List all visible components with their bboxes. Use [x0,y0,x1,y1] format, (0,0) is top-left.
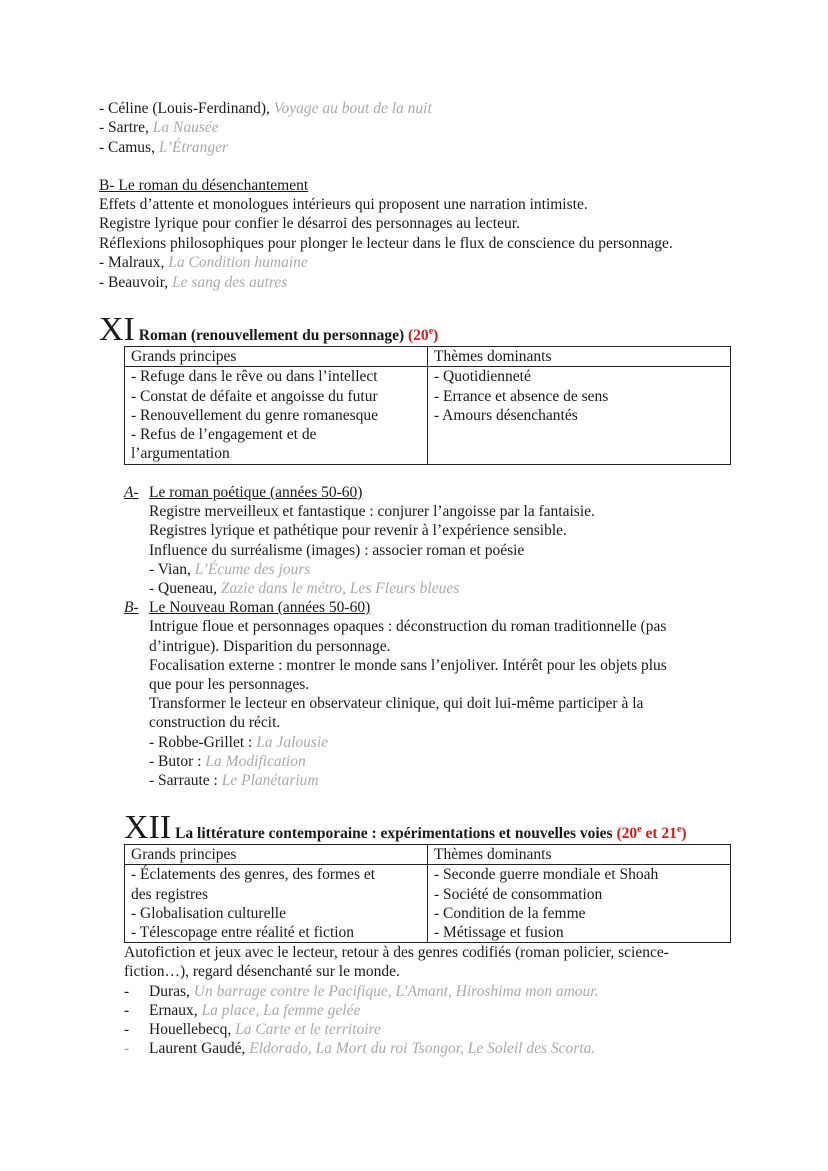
author-line [149,733,328,752]
subsection-heading: Le Nouveau Roman (années 50-60) [149,599,371,616]
section-title: La littérature contemporaine : expérimentations et nouvelles voies [175,825,617,842]
principle-item: - Télescopage entre réalité et fiction [131,924,355,942]
section-xii-table [124,844,731,943]
list-dash: - [124,1021,130,1038]
body-line: Influence du surréalisme (images) : associer roman et poésie [149,542,525,559]
table-header-principles: Grands principes [125,347,428,367]
author-name: - Beauvoir, [99,274,172,291]
author-name: - Malraux, [99,254,169,271]
theme-item: - Société de consommation [434,885,603,903]
body-line: Effets d’attente et monologues intérieurs qui proposent une narration intimiste. [99,196,588,213]
section-title: Roman (renouvellement du personnage) [138,327,409,344]
body-line: que pour les personnages. [149,676,310,693]
themes-cell [428,865,731,943]
body-line: Réflexions philosophiques pour plonger le lecteur dans le flux de conscience du personnage. [99,235,673,252]
section-number: XII [124,809,172,846]
work-title: La Carte et le territoire [235,1021,381,1038]
author-name: Houellebecq, [149,1021,232,1038]
theme-item: - Métissage et fusion [434,924,564,942]
work-title: Eldorado, La Mort du roi Tsongor, Le Soleil des Scorta. [249,1040,596,1057]
theme-item: - Quotidienneté [434,368,531,386]
subsection-heading: Le roman poétique (années 50-60) [149,484,363,501]
section-xii-heading [124,811,687,845]
author-line [99,118,219,137]
author-name: - Queneau, [149,580,221,597]
principle-item: - Renouvellement du genre romanesque [131,406,379,424]
section-xi-table [124,346,731,465]
body-line: Autofiction et jeux avec le lecteur, retour à des genres codifiés (roman policier, science- [124,944,669,961]
section-heading: B- Le roman du désenchantement [99,177,309,194]
author-line [99,138,228,157]
author-line [99,273,287,292]
principle-item: - Globalisation culturelle [131,904,286,922]
author-line [149,560,310,579]
author-name: - Vian, [149,561,195,578]
work-title: La place, La femme gelée [201,1002,361,1019]
body-line: Focalisation externe : montrer le monde sans l’enjoliver. Intérêt pour les objets plus [149,657,667,674]
section-xi-heading [99,313,438,347]
work-title: La Condition humaine [168,254,308,271]
author-name: Laurent Gaudé, [149,1040,246,1057]
theme-item: - Seconde guerre mondiale et Shoah [434,866,659,884]
work-title: Un barrage contre le Pacifique, L'Amant, Hiroshima mon amour. [193,983,599,1000]
subsection-marker: B- [124,599,139,616]
author-name: - Robbe-Grillet : [149,734,257,751]
author-line [149,1001,360,1020]
body-line: fiction…), regard désenchanté sur le monde. [124,963,400,980]
principle-item: - Refus de l’engagement et de [131,426,317,444]
author-line [149,752,306,771]
principle-item: - Constat de défaite et angoisse du futur [131,387,378,405]
principle-item: l’argumentation [131,445,230,463]
work-title: Le Planétarium [221,772,319,789]
work-title: Le sang des autres [171,274,288,291]
body-line: Registre merveilleux et fantastique : conjurer l’angoisse par la fantaisie. [149,503,595,520]
author-name: - Butor : [149,753,206,770]
work-title: L’Écume des jours [194,561,311,578]
table-header-principles: Grands principes [125,845,428,865]
body-line: Registres lyrique et pathétique pour revenir à l’expérience sensible. [149,522,567,539]
theme-item: - Amours désenchantés [434,406,578,424]
author-line [149,982,599,1001]
theme-item: - Condition de la femme [434,904,586,922]
list-dash: - [124,1002,130,1019]
section-number: XI [99,311,135,348]
author-line [99,99,432,118]
work-title: L’Étranger [158,139,229,156]
principle-item: - Refuge dans le rêve ou dans l’intellect [131,368,378,386]
author-name: - Sartre, [99,119,153,136]
body-line: d’intrigue). Disparition du personnage. [149,638,391,655]
author-line [99,253,308,272]
author-line [149,1020,381,1039]
list-dash: - [124,1040,130,1057]
author-name: - Sarraute : [149,772,222,789]
subsection-marker: A- [124,484,139,501]
work-title: La Jalousie [256,734,329,751]
principles-cell [125,367,428,464]
table-header-themes: Thèmes dominants [428,347,731,367]
work-title: Voyage au bout de la nuit [273,100,432,117]
body-line: construction du récit. [149,714,281,731]
author-line [149,579,459,598]
body-line: Intrigue floue et personnages opaques : déconstruction du roman traditionnelle (pas [149,618,667,635]
author-name: Ernaux, [149,1002,198,1019]
century-label: (20e et 21e) [616,823,687,842]
author-line [149,1039,595,1058]
author-line [149,771,319,790]
list-dash: - [124,983,130,1000]
author-name: Duras, [149,983,190,1000]
principles-cell [125,865,428,943]
themes-cell [428,367,731,464]
principle-item: - Éclatements des genres, des formes et [131,866,376,884]
theme-item: - Errance et absence de sens [434,387,609,405]
body-line: Transformer le lecteur en observateur clinique, qui doit lui-même participer à la [149,695,644,712]
principle-item: des registres [131,885,209,903]
work-title: La Modification [205,753,306,770]
body-line: Registre lyrique pour confier le désarroi des personnages au lecteur. [99,215,520,232]
table-header-themes: Thèmes dominants [428,845,731,865]
century-label: (20e) [408,325,439,344]
author-name: - Céline (Louis-Ferdinand), [99,100,274,117]
author-name: - Camus, [99,139,159,156]
work-title: La Nausée [152,119,219,136]
work-title: Zazie dans le métro, Les Fleurs bleues [220,580,460,597]
